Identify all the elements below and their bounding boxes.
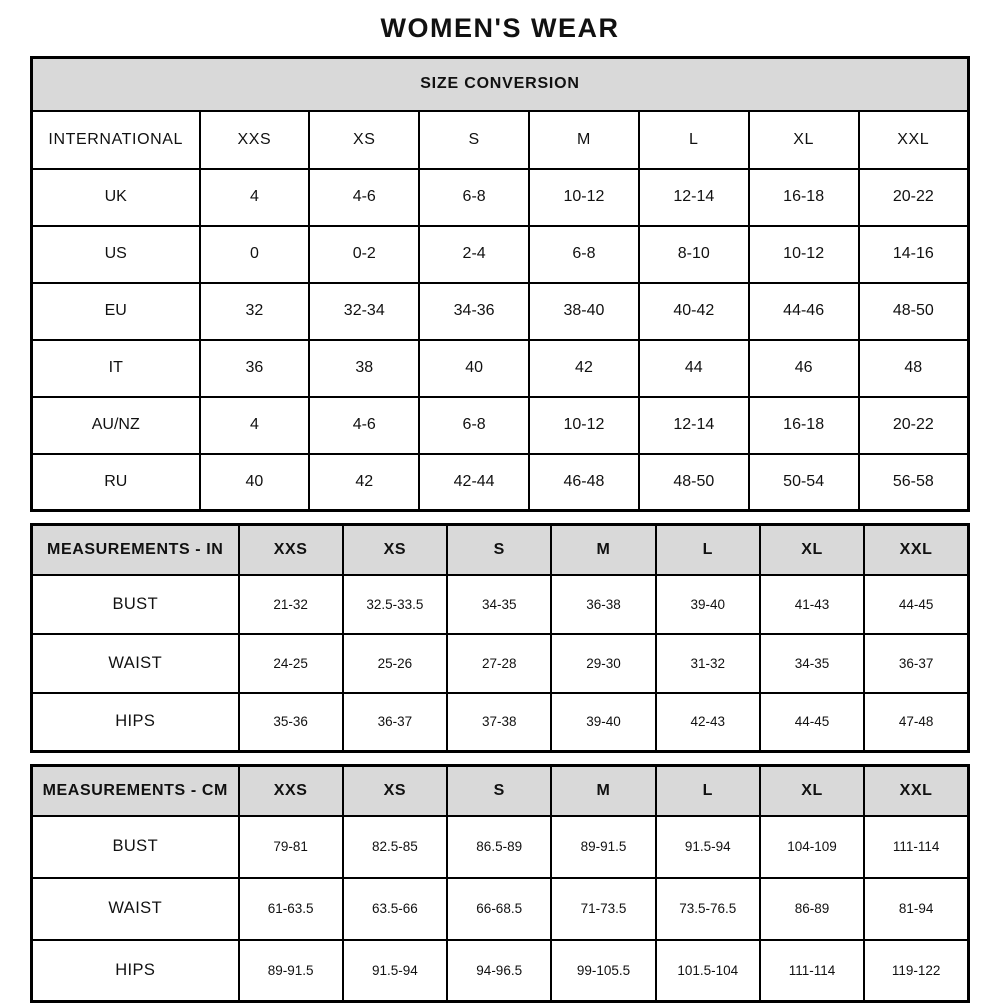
size-value-cell: 16-18 — [749, 169, 859, 226]
size-value-cell: 31-32 — [656, 634, 760, 693]
size-value-cell: 20-22 — [859, 397, 969, 454]
column-header: S — [447, 525, 551, 575]
table-row — [32, 575, 969, 634]
size-value-cell: 38 — [309, 340, 419, 397]
size-value-cell: 94-96.5 — [447, 940, 551, 1002]
table-row — [32, 397, 969, 454]
row-label: UK — [32, 169, 200, 226]
table-row — [32, 693, 969, 752]
row-label: HIPS — [32, 940, 239, 1002]
size-value-cell: 4 — [200, 169, 310, 226]
size-value-cell: 111-114 — [760, 940, 864, 1002]
size-value-cell: 86.5-89 — [447, 816, 551, 878]
column-header-row — [32, 766, 969, 816]
size-value-cell: 6-8 — [529, 226, 639, 283]
size-value-cell: 41-43 — [760, 575, 864, 634]
column-header: XXS — [239, 766, 343, 816]
size-value-cell: 61-63.5 — [239, 878, 343, 940]
size-value-cell: 6-8 — [419, 169, 529, 226]
size-value-cell: 46 — [749, 340, 859, 397]
column-header: L — [656, 766, 760, 816]
size-value-cell: 36-37 — [864, 634, 968, 693]
size-value-cell: 86-89 — [760, 878, 864, 940]
size-value-cell: 34-35 — [760, 634, 864, 693]
size-value-cell: 27-28 — [447, 634, 551, 693]
row-label: WAIST — [32, 634, 239, 693]
column-header-row — [32, 111, 969, 169]
size-value-cell: 91.5-94 — [656, 816, 760, 878]
size-value-cell: 47-48 — [864, 693, 968, 752]
table-row — [32, 340, 969, 397]
column-header: L — [639, 111, 749, 169]
column-header-row — [32, 525, 969, 575]
size-value-cell: 44-45 — [864, 575, 968, 634]
table-row — [32, 940, 969, 1002]
column-header: INTERNATIONAL — [32, 111, 200, 169]
column-header: XL — [749, 111, 859, 169]
table-row — [32, 454, 969, 511]
size-value-cell: 81-94 — [864, 878, 968, 940]
column-header: M — [551, 525, 655, 575]
size-value-cell: 40 — [200, 454, 310, 511]
size-value-cell: 34-36 — [419, 283, 529, 340]
size-value-cell: 21-32 — [239, 575, 343, 634]
size-value-cell: 44 — [639, 340, 749, 397]
size-value-cell: 104-109 — [760, 816, 864, 878]
row-label: BUST — [32, 575, 239, 634]
size-value-cell: 29-30 — [551, 634, 655, 693]
size-value-cell: 25-26 — [343, 634, 447, 693]
size-value-cell: 44-46 — [749, 283, 859, 340]
size-value-cell: 66-68.5 — [447, 878, 551, 940]
size-value-cell: 42 — [529, 340, 639, 397]
size-value-cell: 82.5-85 — [343, 816, 447, 878]
size-value-cell: 16-18 — [749, 397, 859, 454]
size-value-cell: 4-6 — [309, 169, 419, 226]
column-header: L — [656, 525, 760, 575]
size-value-cell: 35-36 — [239, 693, 343, 752]
size-conversion-table — [30, 56, 970, 512]
size-value-cell: 99-105.5 — [551, 940, 655, 1002]
size-value-cell: 32-34 — [309, 283, 419, 340]
column-header: XL — [760, 766, 864, 816]
column-header: XXL — [864, 766, 968, 816]
size-value-cell: 0-2 — [309, 226, 419, 283]
table-title-row — [32, 58, 969, 111]
column-header: XXL — [864, 525, 968, 575]
table-row — [32, 878, 969, 940]
column-header: XXS — [200, 111, 310, 169]
size-value-cell: 32 — [200, 283, 310, 340]
size-value-cell: 10-12 — [749, 226, 859, 283]
size-value-cell: 10-12 — [529, 397, 639, 454]
size-value-cell: 89-91.5 — [239, 940, 343, 1002]
page-title: WOMEN'S WEAR — [380, 13, 620, 43]
column-header: S — [419, 111, 529, 169]
column-header: XXS — [239, 525, 343, 575]
size-value-cell: 48 — [859, 340, 969, 397]
size-value-cell: 50-54 — [749, 454, 859, 511]
measurements-cm-table — [30, 764, 970, 1003]
size-value-cell: 0 — [200, 226, 310, 283]
column-header: M — [529, 111, 639, 169]
size-value-cell: 44-45 — [760, 693, 864, 752]
size-value-cell: 79-81 — [239, 816, 343, 878]
measurements-in-table — [30, 523, 970, 753]
table-row — [32, 226, 969, 283]
size-value-cell: 63.5-66 — [343, 878, 447, 940]
column-header: XS — [343, 525, 447, 575]
row-label: RU — [32, 454, 200, 511]
table-row — [32, 283, 969, 340]
size-value-cell: 42-43 — [656, 693, 760, 752]
column-header: XS — [343, 766, 447, 816]
size-value-cell: 42-44 — [419, 454, 529, 511]
size-value-cell: 32.5-33.5 — [343, 575, 447, 634]
size-value-cell: 56-58 — [859, 454, 969, 511]
size-value-cell: 38-40 — [529, 283, 639, 340]
column-header: S — [447, 766, 551, 816]
size-conversion-title: SIZE CONVERSION — [32, 58, 969, 111]
table-row — [32, 816, 969, 878]
row-label: BUST — [32, 816, 239, 878]
column-header: XS — [309, 111, 419, 169]
column-header: XL — [760, 525, 864, 575]
size-value-cell: 36 — [200, 340, 310, 397]
size-value-cell: 40 — [419, 340, 529, 397]
size-value-cell: 8-10 — [639, 226, 749, 283]
row-label: EU — [32, 283, 200, 340]
size-value-cell: 119-122 — [864, 940, 968, 1002]
size-value-cell: 4 — [200, 397, 310, 454]
column-header: XXL — [859, 111, 969, 169]
size-value-cell: 40-42 — [639, 283, 749, 340]
size-value-cell: 34-35 — [447, 575, 551, 634]
size-value-cell: 89-91.5 — [551, 816, 655, 878]
size-value-cell: 24-25 — [239, 634, 343, 693]
size-value-cell: 36-37 — [343, 693, 447, 752]
measurements-in-title: MEASUREMENTS - IN — [32, 525, 239, 575]
row-label: WAIST — [32, 878, 239, 940]
size-value-cell: 36-38 — [551, 575, 655, 634]
size-value-cell: 14-16 — [859, 226, 969, 283]
size-value-cell: 10-12 — [529, 169, 639, 226]
size-value-cell: 37-38 — [447, 693, 551, 752]
size-value-cell: 91.5-94 — [343, 940, 447, 1002]
row-label: AU/NZ — [32, 397, 200, 454]
size-value-cell: 42 — [309, 454, 419, 511]
size-value-cell: 2-4 — [419, 226, 529, 283]
table-row — [32, 169, 969, 226]
size-value-cell: 39-40 — [551, 693, 655, 752]
size-value-cell: 6-8 — [419, 397, 529, 454]
row-label: US — [32, 226, 200, 283]
tables-container — [30, 56, 970, 1003]
column-header: M — [551, 766, 655, 816]
size-value-cell: 20-22 — [859, 169, 969, 226]
row-label: HIPS — [32, 693, 239, 752]
size-value-cell: 71-73.5 — [551, 878, 655, 940]
size-value-cell: 12-14 — [639, 397, 749, 454]
size-value-cell: 101.5-104 — [656, 940, 760, 1002]
size-value-cell: 48-50 — [859, 283, 969, 340]
size-value-cell: 111-114 — [864, 816, 968, 878]
size-value-cell: 48-50 — [639, 454, 749, 511]
size-value-cell: 12-14 — [639, 169, 749, 226]
table-row — [32, 634, 969, 693]
size-value-cell: 73.5-76.5 — [656, 878, 760, 940]
size-value-cell: 4-6 — [309, 397, 419, 454]
size-value-cell: 46-48 — [529, 454, 639, 511]
row-label: IT — [32, 340, 200, 397]
measurements-cm-title: MEASUREMENTS - CM — [32, 766, 239, 816]
size-value-cell: 39-40 — [656, 575, 760, 634]
